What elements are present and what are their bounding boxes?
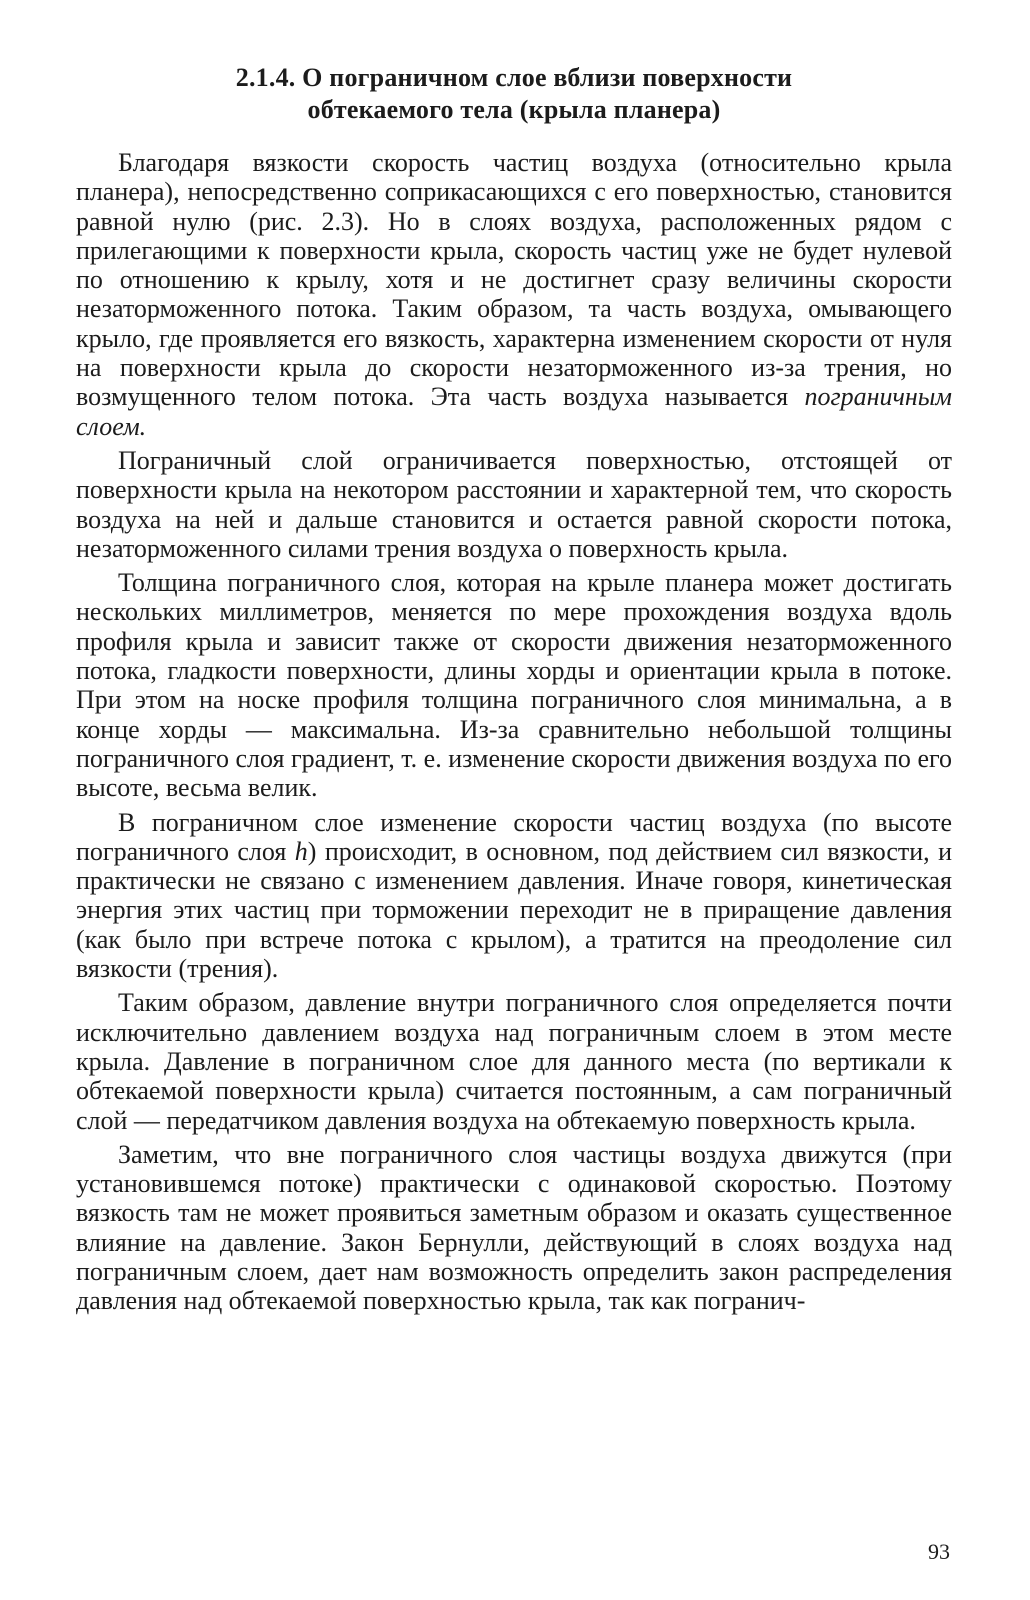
paragraph-3: [76, 568, 952, 802]
paragraph-2: [76, 446, 952, 563]
paragraph-4-text: В пограничном слое изменение скорости частиц воздуха (по высоте пограничного слоя: [76, 807, 952, 866]
paragraph-6: [76, 1140, 952, 1316]
page-number: 93: [928, 1539, 950, 1564]
section-heading: [76, 62, 952, 126]
section-heading-line-1: 2.1.4. О пограничном слое вблизи поверхности: [235, 63, 793, 92]
paragraph-4-symbol: h: [294, 836, 308, 866]
paragraph-1: [76, 148, 952, 441]
paragraph-6-text: Заметим, что вне пограничного слоя частицы воздуха движутся (при установившемся потоке) практически с одинаковой скоростью. Поэтому вязкость там не может проявиться заметным образом и оказать существенное влияние на давление. Закон Бернулли, действующий в слоях воздуха над пограничным слоем, дает нам возможность определить закон распределения давления над обтекаемой поверхностью крыла, так как погранич-: [76, 1139, 952, 1316]
paragraph-1-text: Благодаря вязкости скорость частиц воздуха (относительно крыла планера), непосредственно соприкасающихся с его поверхностью, становится равной нулю (рис. 2.3). Но в слоях воздуха, расположенных рядом с прилегающими к поверхности крыла, скорость частиц уже не будет нулевой по отношению к крылу, хотя и не достигнет сразу величины скорости незаторможенного потока. Таким образом, та часть воздуха, омывающего крыло, где проявляется его вязкость, характерна изменением скорости от нуля на поверхности крыла до скорости незаторможенного из-за трения, но возмущенного телом потока. Эта часть воздуха называется: [76, 148, 952, 412]
paragraph-2-text: Пограничный слой ограничивается поверхностью, отстоящей от поверхности крыла на некотором расстоянии и характерной тем, что скорость воздуха на ней и дальше становится и остается равной скорости потока, незаторможенного силами трения воздуха о поверхность крыла.: [76, 445, 952, 563]
paragraph-4-text-after: ) происходит, в основном, под действием сил вязкости, и практически не связано с изменением давления. Иначе говоря, кинетическая энергия этих частиц при торможении переходит не в приращение давления (как было при встрече потока с крылом), а тратится на преодоление сил вязкости (трения).: [76, 836, 953, 984]
paragraph-1-term: пограничным слоем.: [76, 382, 952, 441]
paragraph-4: [76, 808, 952, 984]
section-heading-line-2: обтекаемого тела (крыла планера): [307, 95, 721, 124]
paragraph-5: [76, 988, 952, 1134]
paragraph-5-text: Таким образом, давление внутри пограничного слоя определяется почти исключительно давлением воздуха над пограничным слоем в этом месте крыла. Давление в пограничном слое для данного места (по вертикали к обтекаемой поверхности крыла) считается постоянным, а сам пограничный слой — передатчиком давления воздуха на обтекаемую поверхность крыла.: [76, 988, 952, 1135]
paragraph-3-text: Толщина пограничного слоя, которая на крыле планера может достигать нескольких миллиметров, меняется по мере прохождения воздуха вдоль профиля крыла и зависит также от скорости движения незаторможенного потока, гладкости поверхности, длины хорды и ориентации крыла в потоке. При этом на носке профиля толщина пограничного слоя минимальна, а в конце хорды — максимальна. Из-за сравнительно небольшой толщины пограничного слоя градиент, т. е. изменение скорости движения воздуха по его высоте, весьма велик.: [76, 568, 952, 803]
book-page: [76, 62, 952, 1572]
